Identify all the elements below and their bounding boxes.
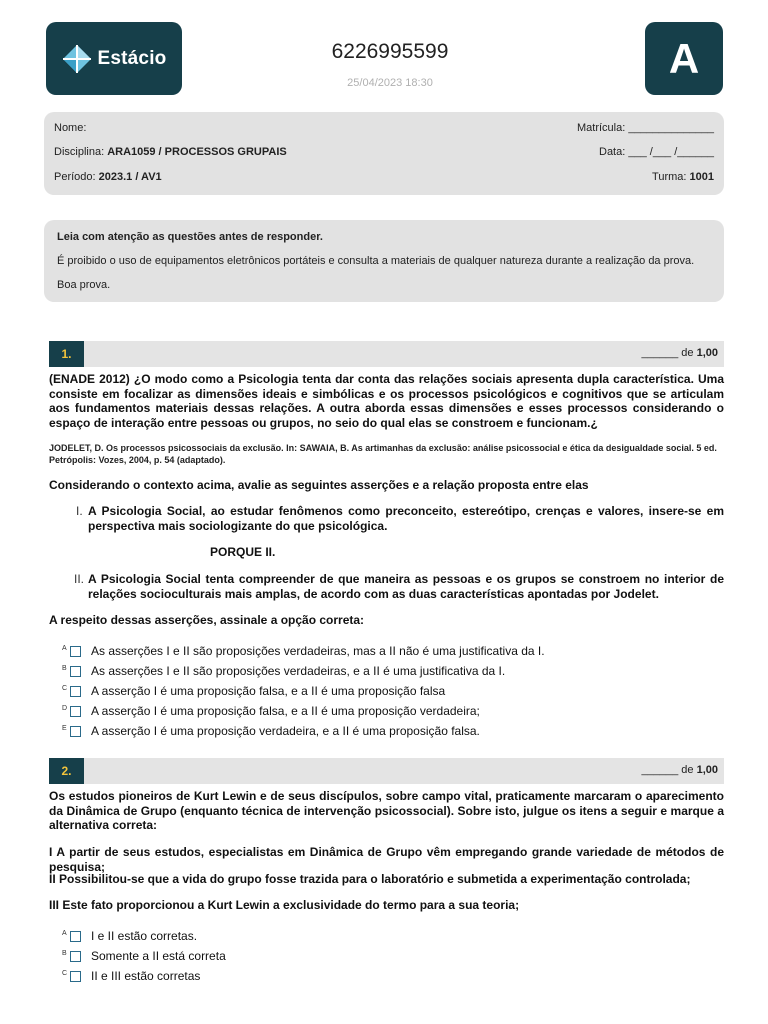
info-row-1 [54,122,714,134]
checkbox-icon[interactable] [70,666,81,677]
instructions-title: Leia com atenção as questões antes de responder. [57,231,323,243]
assertion-1-number: I. [76,504,83,518]
q1-option-e[interactable]: E A asserção I é uma proposição verdadeira, e a II é uma proposição falsa. [62,724,480,738]
instructions-line-1: É proibido o uso de equipamentos eletrônicos portáteis e consulta a materiais de qualquer natureza durante a realização da prova. [57,255,695,267]
q1-option-a[interactable]: A As asserções I e II são proposições verdadeiras, mas a II não é uma justificativa da I. [62,644,545,658]
brand-logo [46,22,182,95]
q2-option-b[interactable]: B Somente a II está correta [62,949,226,963]
matricula-field: Matrícula: ______________ [576,122,714,134]
exam-version-badge: A [645,22,723,95]
info-row-2 [54,146,714,158]
question-1-number: 1. [49,341,84,367]
porque-label: PORQUE II. [210,545,276,559]
periodo-field: Período: 2023.1 / AV1 [54,171,162,183]
exam-datetime: 25/04/2023 18:30 [347,77,433,89]
info-row-3 [54,171,714,183]
checkbox-icon[interactable] [70,726,81,737]
assertion-1: A Psicologia Social, ao estudar fenômenos como preconceito, estereótipo, crenças e valores, insere-se em perspectiva mais sociologizante do que psicológica. [88,504,724,533]
checkbox-icon[interactable] [70,951,81,962]
question-2-item-1: I A partir de seus estudos, especialistas em Dinâmica de Grupo vêm empregando grande variedade de métodos de pesquisa; [49,845,724,874]
assertion-2-number: II. [74,572,85,586]
q1-option-b[interactable]: B As asserções I e II são proposições verdadeiras, e a II é uma justificativa da I. [62,664,506,678]
data-field: Data: ___ /___ /______ [599,146,714,158]
question-1-stem: (ENADE 2012) ¿O modo como a Psicologia tenta dar conta das relações sociais apresenta dupla característica. Uma consiste em focalizar as dimensões ideais e simbólicas e os processos psicológicos e cognitivos que se articulam aos fundamentos materiais dessas relações. A outra aborda essas dimensões e esses processos considerando o espaço de interação entre pessoas ou grupos, no seio do qual elas se constroem e funcionam.¿ [49,372,724,430]
nome-label: Nome: [54,122,87,134]
question-2-header [49,758,724,784]
q2-option-a[interactable]: A I e II estão corretas. [62,929,198,943]
q1-option-d[interactable]: D A asserção I é uma proposição falsa, e a II é uma proposição verdadeira; [62,704,480,718]
question-1-prompt: A respeito dessas asserções, assinale a opção correta: [49,613,365,627]
question-1-score: ______ de 1,00 [641,347,718,359]
disciplina-field: Disciplina: ARA1059 / PROCESSOS GRUPAIS [54,146,287,158]
instructions-line-2: Boa prova. [57,279,111,291]
question-1-reference: JODELET, D. Os processos psicossociais da exclusão. In: SAWAIA, B. As artimanhas da exclusão: análise psicossocial e ética da desigualdade social. 5 ed. Petrópolis: Vozes, 2004, p. 54 (adaptado). [49,443,717,465]
question-2-item-3: III Este fato proporcionou a Kurt Lewin a exclusividade do termo para a sua teoria; [49,898,520,912]
q2-option-c[interactable]: C II e III estão corretas [62,969,201,983]
brand-name: Estácio [97,47,167,69]
question-2-item-2: II Possibilitou-se que a vida do grupo fosse trazida para o laboratório e submetida a experimentação controlada; [49,872,691,886]
checkbox-icon[interactable] [70,646,81,657]
student-info-box [44,112,724,195]
exam-code: 6226995599 [331,40,449,63]
question-2-number: 2. [49,758,84,784]
assertion-2: A Psicologia Social tenta compreender de que maneira as pessoas e os grupos se constroem no interior de relações socioculturais mais amplas, de acordo com as duas características apontadas por Jodelet. [88,572,724,601]
checkbox-icon[interactable] [70,931,81,942]
checkbox-icon[interactable] [70,971,81,982]
question-2-score: ______ de 1,00 [641,764,718,776]
question-1-instruction: Considerando o contexto acima, avalie as seguintes asserções e a relação proposta entre elas [49,478,589,492]
instructions-box [44,220,724,302]
turma-field: Turma: 1001 [652,171,714,183]
checkbox-icon[interactable] [70,706,81,717]
q1-option-c[interactable]: C A asserção I é uma proposição falsa, e a II é uma proposição falsa [62,684,446,698]
estacio-logo-icon [62,44,92,74]
question-1-header [49,341,724,367]
question-2-stem: Os estudos pioneiros de Kurt Lewin e de seus discípulos, sobre campo vital, praticamente marcaram o aparecimento da Dinâmica de Grupo (enquanto técnica de intervenção psicossocial). Sobre isto, julgue os itens a seguir e marque a alternativa correta: [49,789,724,832]
checkbox-icon[interactable] [70,686,81,697]
